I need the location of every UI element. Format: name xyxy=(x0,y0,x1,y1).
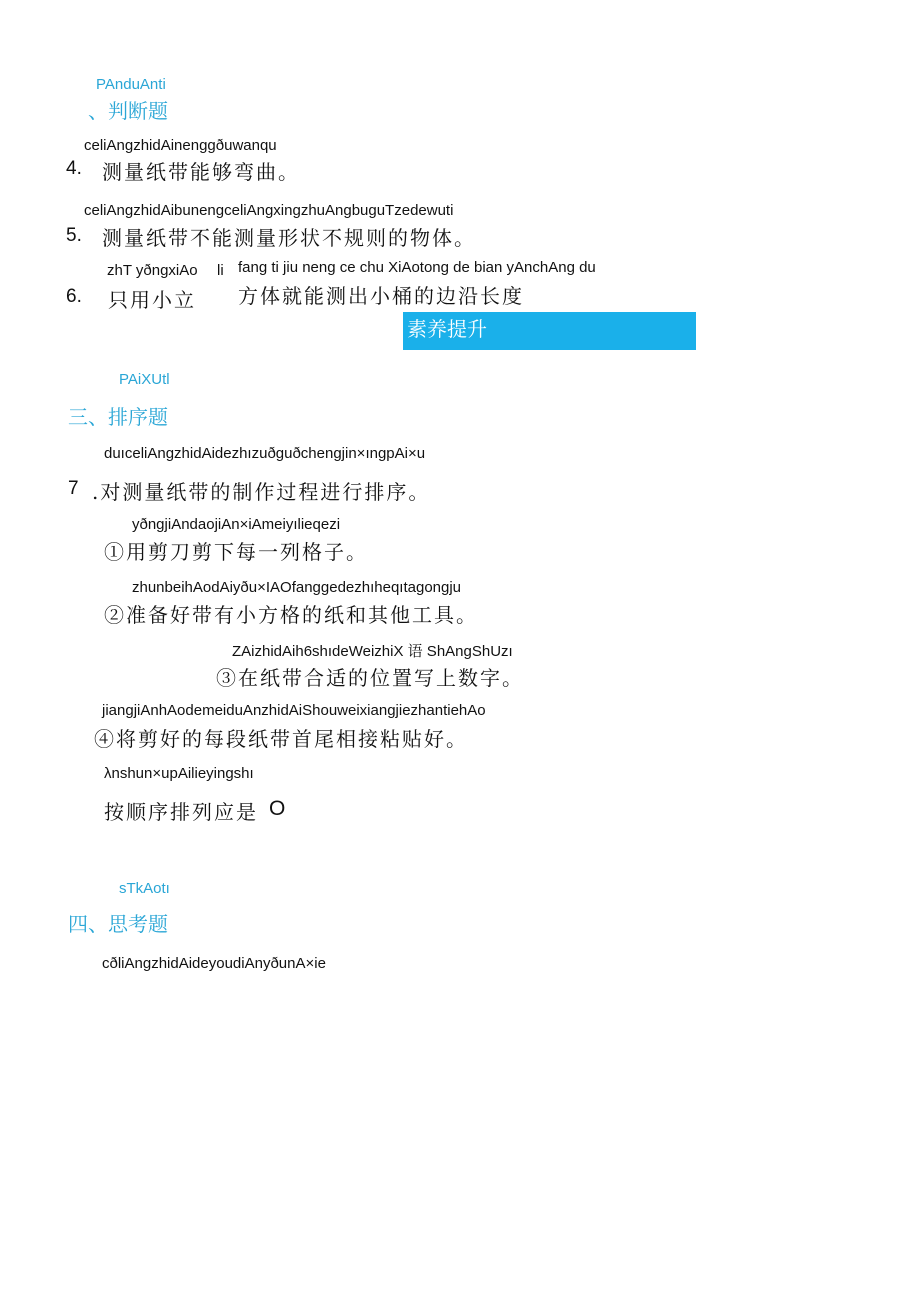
section3-title: 三、排序题 xyxy=(68,405,168,429)
section2-title: 、判断题 xyxy=(88,99,168,123)
q6-text-b: 方体就能测出小桶的边沿长度 xyxy=(238,284,524,308)
answer-pinyin: λnshun×upAilieyingshı xyxy=(104,765,254,782)
q6-number: 6. xyxy=(66,286,82,307)
q5-number: 5. xyxy=(66,225,82,246)
answer-blank: O xyxy=(269,797,286,820)
step2-text: ②准备好带有小方格的纸和其他工具。 xyxy=(104,603,478,627)
q4-pinyin: celiAngzhidAinenggðuwanqu xyxy=(84,137,277,154)
q4-number: 4. xyxy=(66,158,82,179)
step1-pinyin: yðngjiAndaojiAn×iAmeiyılieqezi xyxy=(132,516,341,533)
section4-question-pinyin: cðliAngzhidAideyoudiAnyðunA×ie xyxy=(102,955,326,972)
q7-pinyin: duıceliAngzhidAidezhızuðguðchengjin×ıngpAi×u xyxy=(104,445,426,462)
q7-number: 7 xyxy=(68,478,79,499)
q7-text: .对测量纸带的制作过程进行排序。 xyxy=(92,480,431,504)
step2-pinyin: zhunbeihAodAiyðu×IAOfanggedezhıheqıtagongju xyxy=(132,579,462,596)
section3-pinyin: PAiXUtl xyxy=(119,371,170,388)
q6-pinyin-b: li xyxy=(217,262,224,279)
q6-pinyin-a: zhT yðngxiAo xyxy=(107,262,198,279)
q5-pinyin: celiAngzhidAibunengceliAngxingzhuAngbuguTzedewuti xyxy=(84,202,454,219)
step3-pinyin: ZAizhidAih6shıdeWeizhiX 语 ShAngShUzı xyxy=(232,643,513,660)
step4-pinyin: jiangjiAnhAodemeiduAnzhidAiShouweixiangjiezhantiehAo xyxy=(102,702,486,719)
section4-pinyin: sTkAotı xyxy=(119,880,170,897)
q6-text-a: 只用小立 xyxy=(108,288,196,312)
step4-text: ④将剪好的每段纸带首尾相接粘贴好。 xyxy=(94,727,468,751)
q5-text: 测量纸带不能测量形状不规则的物体。 xyxy=(102,226,476,250)
section4-title: 四、思考题 xyxy=(68,912,168,936)
answer-text: 按顺序排列应是 xyxy=(104,800,258,824)
q4-text: 测量纸带能够弯曲。 xyxy=(102,160,300,184)
q6-pinyin-c: fang ti jiu neng ce chu XiAotong de bian yAnchAng du xyxy=(238,259,596,276)
section2-pinyin: PAnduAnti xyxy=(96,76,166,93)
step3-text: ③在纸带合适的位置写上数字。 xyxy=(216,666,524,690)
section-banner: 素养提升 xyxy=(403,312,696,350)
step1-text: ①用剪刀剪下每一列格子。 xyxy=(104,540,368,564)
